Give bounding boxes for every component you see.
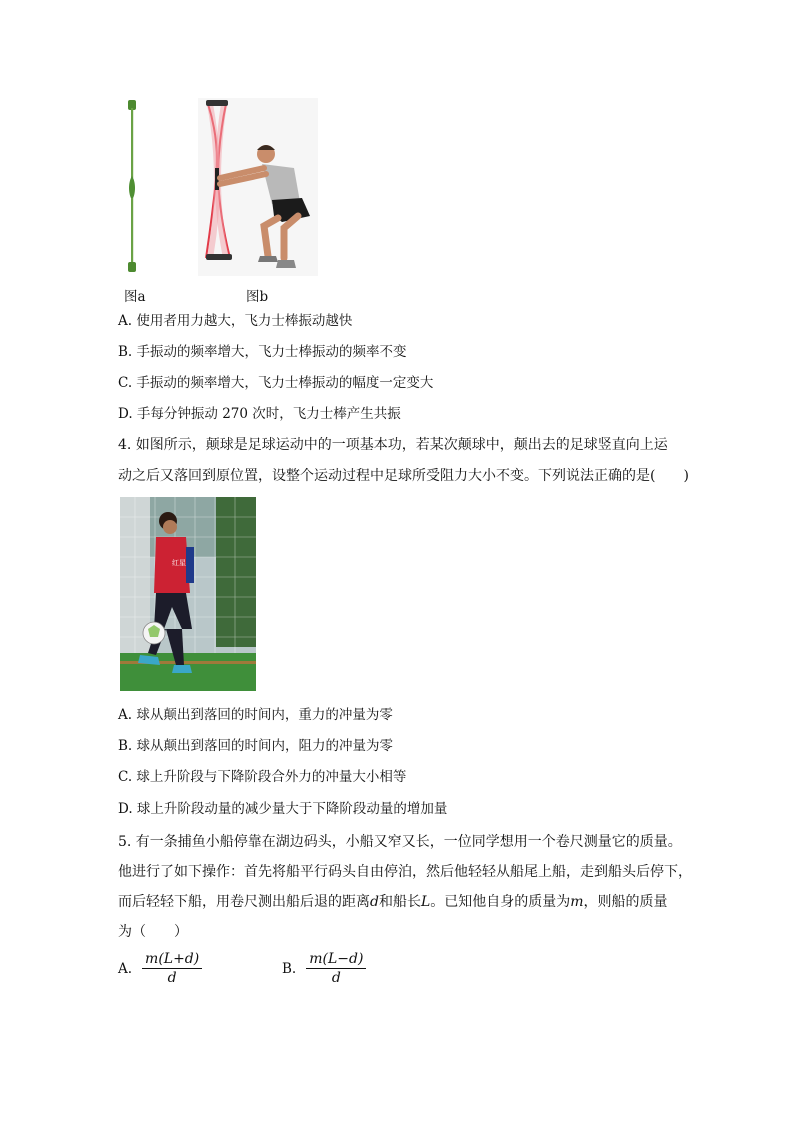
q5-option-b-denominator: d bbox=[331, 970, 341, 986]
q4-stem-line-2: 动之后又落回到原位置，设整个运动过程中足球所受阻力大小不变。下列说法正确的是( ) bbox=[118, 468, 689, 484]
q5-stem-line-3 bbox=[118, 892, 668, 912]
q5-option-a-label: A. bbox=[118, 960, 133, 977]
q5-line3-part-c: 。已知他自身的质量为 bbox=[430, 894, 571, 910]
figure-a-caption: 图a bbox=[124, 289, 146, 305]
q4-option-c: C. 球上升阶段与下降阶段合外力的冲量大小相等 bbox=[118, 769, 407, 785]
q5-stem-line-2: 他进行了如下操作：首先将船平行码头自由停泊，然后他轻轻从船尾上船，走到船头后停下， bbox=[118, 864, 692, 880]
q5-line3-part-a: 而后轻轻下船，用卷尺测出船后退的距离 bbox=[118, 894, 370, 910]
q5-line3-part-d: ，则船的质量 bbox=[583, 894, 668, 910]
vibrating-rod-illustration-icon bbox=[198, 98, 318, 276]
q3-option-c: C. 手振动的频率增大，飞力士棒振动的幅度一定变大 bbox=[118, 375, 434, 391]
q5-var-L: L bbox=[420, 894, 431, 910]
q5-var-d: d bbox=[370, 894, 379, 910]
q3-option-a: A. 使用者用力越大，飞力士棒振动越快 bbox=[118, 313, 353, 329]
jersey-text: 红星 bbox=[172, 559, 186, 567]
figure-soccer-juggling-photo bbox=[120, 497, 256, 691]
q5-option-a bbox=[118, 950, 202, 987]
q4-option-b: B. 球从颠出到落回的时间内，阻力的冲量为零 bbox=[118, 738, 394, 754]
figure-a-rod bbox=[118, 98, 148, 276]
q4-option-a: A. 球从颠出到落回的时间内，重力的冲量为零 bbox=[118, 707, 393, 723]
figure-b-caption: 图b bbox=[246, 289, 269, 305]
soccer-player-photo-icon bbox=[120, 497, 256, 691]
q3-option-b: B. 手振动的频率增大，飞力士棒振动的频率不变 bbox=[118, 344, 407, 360]
rod-icon bbox=[118, 98, 148, 276]
q5-stem-line-1: 5. 有一条捕鱼小船停靠在湖边码头，小船又窄又长，一位同学想用一个卷尺测量它的质量。 bbox=[118, 834, 682, 850]
q5-option-a-fraction bbox=[142, 950, 202, 987]
q5-option-b-numerator: m(L−d) bbox=[306, 950, 366, 969]
q4-stem-line-1: 4. 如图所示，颠球是足球运动中的一项基本功，若某次颠球中，颠出去的足球竖直向上运 bbox=[118, 437, 668, 453]
q4-option-d: D. 球上升阶段动量的减少量大于下降阶段动量的增加量 bbox=[118, 801, 448, 817]
q5-option-b-label: B. bbox=[282, 960, 297, 977]
figure-b-person-with-rod bbox=[198, 98, 318, 276]
q5-line3-part-b: 和船长 bbox=[378, 894, 421, 910]
q5-option-a-numerator: m(L+d) bbox=[142, 950, 202, 969]
q5-stem-line-4: 为（ ） bbox=[118, 924, 188, 940]
q5-option-b bbox=[282, 950, 366, 987]
q5-option-a-denominator: d bbox=[167, 970, 177, 986]
q5-option-b-fraction bbox=[306, 950, 366, 987]
q5-var-m: m bbox=[570, 894, 584, 910]
q3-option-d: D. 手每分钟振动 270 次时，飞力士棒产生共振 bbox=[118, 406, 401, 422]
